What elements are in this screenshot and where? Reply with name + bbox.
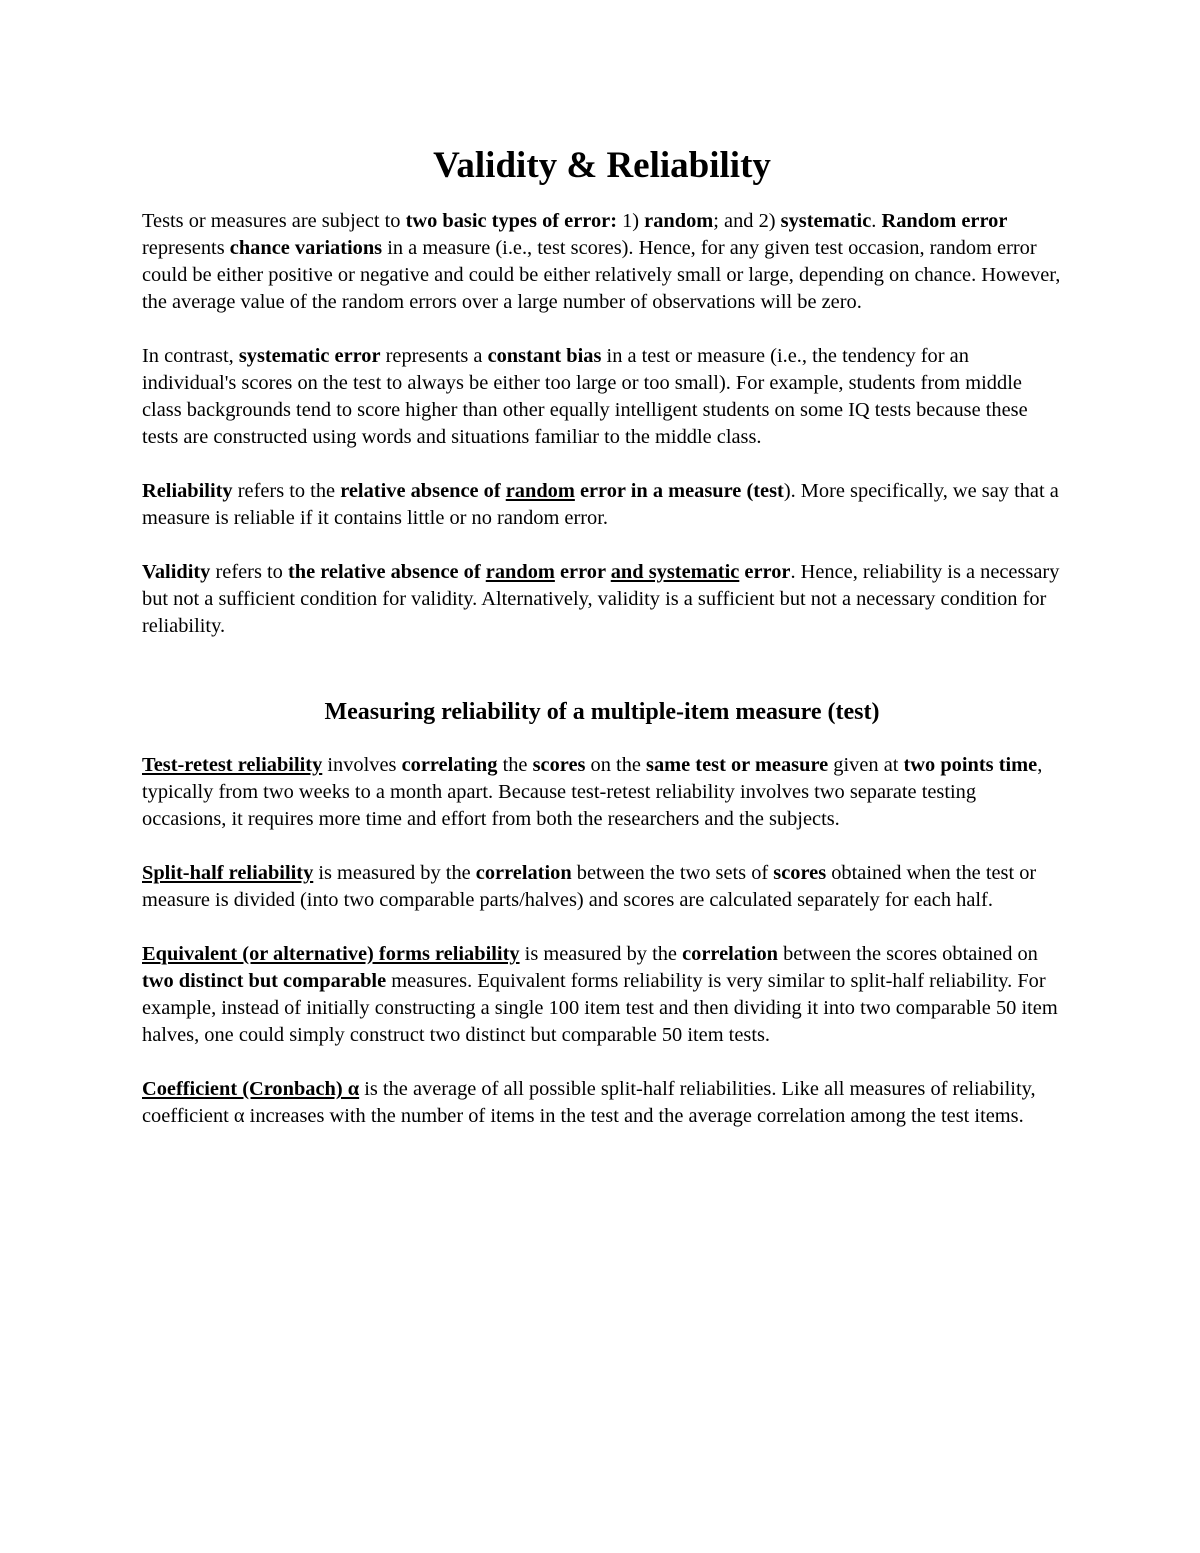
text-span: is measured by the [313, 862, 476, 884]
text-span: involves [322, 754, 402, 776]
document-title: Validity & Reliability [433, 145, 771, 186]
text-span: between the scores obtained on [777, 943, 1038, 965]
bold-text: Random error [881, 210, 1008, 232]
bold-text: correlation [682, 943, 778, 965]
bold-underlined-text [486, 561, 555, 583]
text-span: the [497, 754, 533, 776]
bold-text: two points time [903, 754, 1038, 776]
bold-text: chance variations [229, 237, 383, 259]
text-span: Tests or measures are subject to [142, 210, 406, 232]
text-span: ). More specifically, we say that a measure is reliable if it contains little or no random error. [142, 480, 1059, 529]
text-span: , typically from two weeks to a month apart. Because test-retest reliability involves two separate testing occasions, it requires more time and effort from both the researchers and the subjects. [142, 754, 1043, 830]
text-span: is measured by the [519, 943, 683, 965]
paragraph-validity [142, 559, 1062, 640]
text-span: represents a [380, 345, 488, 367]
bold-text: scores [773, 862, 827, 884]
bold-text: two distinct but comparable [142, 970, 387, 992]
text-span: ; and 2) [713, 210, 781, 232]
text-span: obtained when the test or measure is divided (into two comparable parts/halves) and scores are calculated separately for each half. [142, 862, 1037, 911]
text-span: on the [585, 754, 647, 776]
bold-text: relative absence of [340, 480, 506, 502]
section-heading: Measuring reliability of a multiple-item measure (test) [324, 699, 880, 725]
text-span: . Hence, reliability is a necessary but not a sufficient condition for validity. Alternatively, validity is a sufficient but not a necessary condition for reliability. [142, 561, 1060, 637]
text-span: between the two sets of [571, 862, 774, 884]
document-page [142, 140, 1062, 1157]
bold-underlined-text [142, 754, 322, 776]
bold-underlined-text [142, 862, 313, 884]
text-span: represents [142, 237, 230, 259]
bold-underlined-text [142, 943, 520, 965]
bold-text: systematic error [238, 345, 381, 367]
paragraph-equivalent-forms [142, 941, 1062, 1049]
paragraph-reliability [142, 478, 1062, 532]
paragraph-systematic-error [142, 343, 1062, 451]
bold-text: random [644, 210, 714, 232]
underlined-text: and systematic [610, 561, 740, 583]
paragraph-test-retest [142, 752, 1062, 833]
text-span: refers to [210, 561, 288, 583]
bold-text: correlation [475, 862, 572, 884]
text-span: . [871, 210, 882, 232]
bold-text: two basic types of error: [405, 210, 617, 232]
paragraph-cronbach-alpha [142, 1076, 1062, 1130]
bold-underlined-text [611, 561, 740, 583]
underlined-text: Coefficient (Cronbach) α [142, 1078, 360, 1100]
text-span: In contrast, [142, 345, 239, 367]
text-span: is the average of all possible split-half reliabilities. Like all measures of reliability, coefficient α increases with the number of items in the test and the average correlation among the test items. [142, 1078, 1036, 1127]
underlined-text: random [505, 480, 575, 502]
bold-text: same test or measure [646, 754, 829, 776]
bold-text: scores [532, 754, 586, 776]
paragraph-error-types [142, 208, 1062, 316]
bold-underlined-text [142, 1078, 359, 1100]
paragraph-split-half [142, 860, 1062, 914]
underlined-text: random [485, 561, 555, 583]
bold-text: correlating [401, 754, 498, 776]
bold-text: error in a measure (test [574, 480, 784, 502]
bold-text: Validity [142, 561, 211, 583]
text-span: 1) [616, 210, 645, 232]
underlined-text: Equivalent (or alternative) forms reliability [142, 943, 520, 965]
bold-text: error [739, 561, 791, 583]
text-span: measures. Equivalent forms reliability is very similar to split-half reliability. For example, instead of initially constructing a single 100 item test and then dividing it into two comparable 50 item halves, one could simply construct two distinct but comparable 50 item tests. [142, 970, 1058, 1046]
bold-underlined-text [506, 480, 575, 502]
bold-text: constant bias [487, 345, 602, 367]
bold-text: the relative absence of [287, 561, 486, 583]
text-span: in a test or measure (i.e., the tendency for an individual's scores on the test to always be either too large or too small). For example, students from middle class backgrounds tend to score higher than other equally intelligent students on some IQ tests because these tests are constructed using words and situations familiar to the middle class. [142, 345, 1028, 448]
text-span: given at [828, 754, 904, 776]
text-span: in a measure (i.e., test scores). Hence, for any given test occasion, random error could be either positive or negative and could be either relatively small or large, depending on chance. However, the average value of the random errors over a large number of observations will be zero. [142, 237, 1061, 313]
bold-text: systematic [780, 210, 872, 232]
bold-text: error [554, 561, 611, 583]
underlined-text: Split-half reliability [142, 862, 314, 884]
underlined-text: Test-retest reliability [142, 754, 323, 776]
text-span: refers to the [232, 480, 341, 502]
bold-text: Reliability [142, 480, 233, 502]
